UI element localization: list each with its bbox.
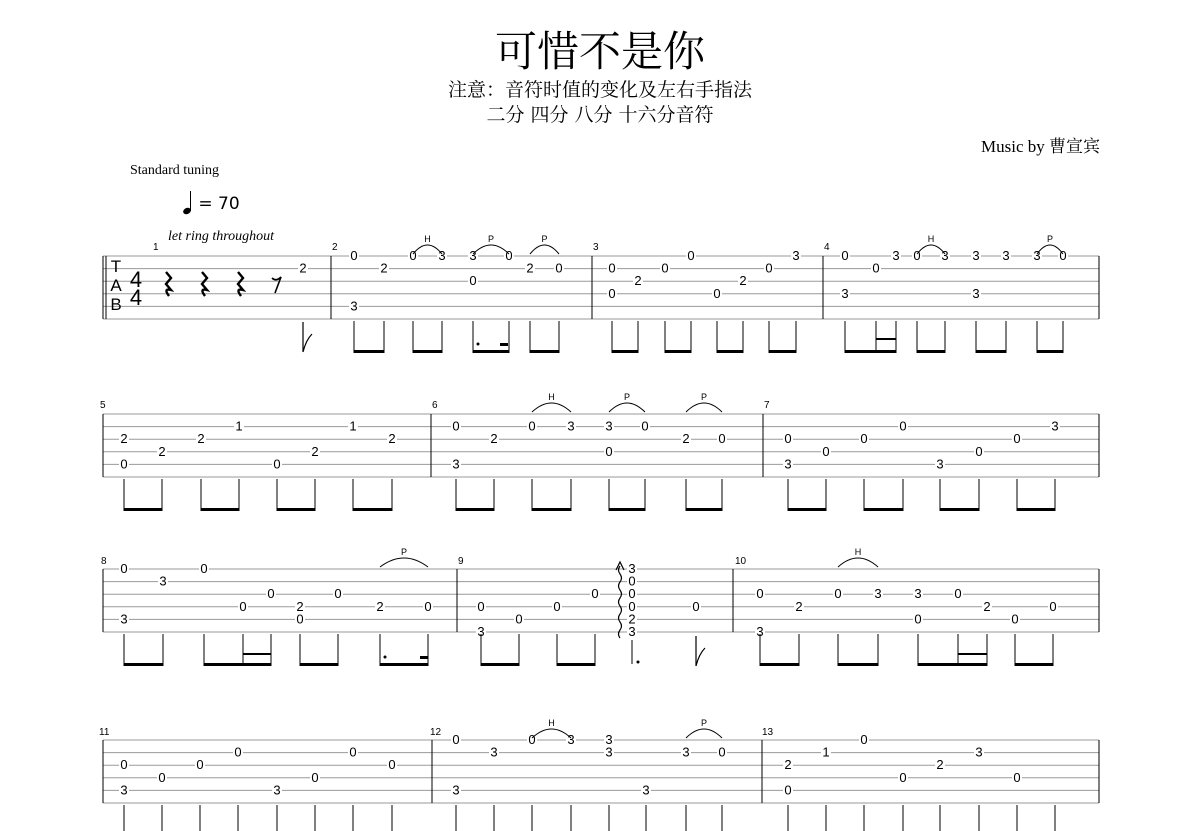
beam [530, 350, 559, 353]
fret-number: 0 [515, 611, 523, 627]
fret-number: 0 [273, 456, 281, 472]
subtitle-note-values: 二分 四分 八分 十六分音符 [486, 104, 714, 126]
dot [384, 656, 387, 659]
fret-number: 3 [941, 248, 949, 263]
beam [413, 350, 442, 353]
technique-label: P [700, 392, 708, 402]
fret-number: 0 [555, 260, 563, 276]
beam [760, 663, 799, 666]
fret-number: 3 [120, 611, 128, 627]
fret-number: 3 [477, 624, 485, 639]
beam [717, 350, 743, 353]
beam [769, 350, 796, 353]
fret-number: 0 [913, 248, 921, 263]
dot [477, 343, 480, 346]
beam [788, 508, 826, 511]
fret-number: 0 [158, 769, 166, 785]
fret-number: 2 [120, 431, 128, 447]
technique-label: P [400, 547, 408, 557]
fret-number: 3 [452, 782, 460, 798]
fret-number: 2 [388, 431, 396, 447]
measure-number: 4 [824, 242, 830, 253]
fret-number: 2 [376, 598, 384, 614]
fret-number: 0 [452, 418, 460, 434]
time-signature-bottom: 4 [129, 285, 143, 310]
fret-number: 0 [334, 586, 342, 602]
fret-number: 3 [682, 744, 690, 760]
fret-number: 3 [438, 248, 446, 263]
quarter-rest [202, 272, 207, 296]
measure-number: 9 [458, 556, 464, 567]
sixteenth-flag [420, 656, 428, 659]
fret-number: 0 [196, 757, 204, 773]
fret-number: 2 [682, 431, 690, 447]
fret-number: 0 [628, 598, 636, 614]
let-ring-direction: let ring throughout [168, 229, 275, 244]
fret-number: 0 [311, 769, 319, 785]
fret-number: 2 [784, 757, 792, 773]
fret-number: 3 [605, 744, 613, 760]
fret-number: 3 [914, 586, 922, 602]
sixteenth-beam [243, 653, 271, 655]
fret-number: 3 [642, 782, 650, 798]
tab-clef-a: A [110, 276, 122, 295]
technique-label: P [1046, 234, 1054, 244]
slur-arc [609, 403, 645, 412]
beam [481, 663, 519, 666]
fret-number: 0 [860, 431, 868, 447]
fret-number: 0 [553, 598, 561, 614]
beam [940, 508, 979, 511]
fret-number: 3 [972, 248, 980, 263]
measure-number: 11 [99, 727, 110, 738]
fret-number: 2 [739, 273, 747, 289]
beam [124, 508, 162, 511]
tab-clef-b: B [110, 295, 122, 314]
beam [864, 508, 903, 511]
sixteenth-beam [876, 338, 896, 340]
fret-number: 0 [1011, 611, 1019, 627]
slur-arc [532, 403, 571, 412]
fret-number: 0 [477, 598, 485, 614]
fret-number: 0 [822, 443, 830, 459]
fret-number: 0 [591, 586, 599, 602]
technique-label: P [700, 718, 708, 728]
fret-number: 3 [874, 586, 882, 602]
arpeggio-icon [619, 566, 622, 638]
fret-number: 0 [1059, 248, 1067, 263]
beam [1015, 663, 1053, 666]
fret-number: 2 [380, 260, 388, 276]
measure-number: 3 [593, 242, 599, 253]
technique-label: H [548, 392, 555, 402]
single-eighth-flag [696, 636, 705, 666]
fret-number: 3 [972, 285, 980, 301]
fret-number: 0 [267, 586, 275, 602]
fret-number: 0 [608, 285, 616, 301]
fret-number: 0 [834, 586, 842, 602]
dot [637, 661, 640, 664]
sixteenth-flag [500, 343, 508, 346]
beam [380, 663, 428, 666]
fret-number: 3 [1002, 248, 1010, 263]
beam [353, 508, 392, 511]
fret-number: 1 [349, 418, 357, 434]
beam [845, 350, 896, 353]
fret-number: 0 [605, 443, 613, 459]
quarter-rest [166, 272, 171, 296]
beam [838, 663, 878, 666]
fret-number: 3 [1051, 418, 1059, 434]
beam [532, 508, 571, 511]
beam [300, 663, 338, 666]
fret-number: 0 [452, 732, 460, 747]
tuning-label: Standard tuning [130, 163, 220, 178]
technique-label: H [927, 234, 935, 244]
beam [204, 663, 271, 666]
slur-arc [686, 403, 722, 412]
fret-number: 0 [718, 744, 726, 760]
fret-number: 0 [954, 586, 962, 602]
fret-number: 0 [899, 418, 907, 434]
measure-number: 13 [762, 727, 774, 738]
beam [976, 350, 1006, 353]
fret-number: 0 [841, 248, 849, 263]
fret-number: 0 [713, 285, 721, 301]
fret-number: 0 [528, 418, 536, 434]
quarter-rest [238, 272, 243, 296]
slur-arc [530, 245, 559, 254]
slur-arc [380, 558, 428, 567]
beam [1037, 350, 1063, 353]
fret-number: 3 [975, 744, 983, 760]
fret-number: 0 [899, 769, 907, 785]
fret-number: 2 [158, 443, 166, 459]
composer-credit: Music by 曹宣宾 [981, 137, 1100, 156]
fret-number: 3 [756, 624, 764, 639]
fret-number: 3 [452, 456, 460, 472]
measure-number: 12 [430, 727, 442, 738]
fret-number: 0 [424, 598, 432, 614]
fret-number: 3 [567, 418, 575, 434]
fret-number: 1 [822, 744, 830, 760]
fret-number: 0 [765, 260, 773, 276]
fret-number: 0 [1013, 431, 1021, 447]
fret-number: 0 [350, 248, 358, 263]
fret-number: 0 [975, 443, 983, 459]
subtitle-note: 注意：音符时值的变化及左右手指法 [447, 79, 752, 101]
sixteenth-beam [958, 653, 987, 655]
measure-number: 10 [735, 556, 747, 567]
beam [686, 508, 722, 511]
fret-number: 3 [273, 782, 281, 798]
technique-label: P [541, 234, 548, 244]
technique-label: P [487, 234, 495, 244]
fret-number: 0 [349, 744, 357, 760]
fret-number: 0 [120, 456, 128, 472]
fret-number: 0 [661, 260, 669, 276]
fret-number: 3 [628, 624, 636, 639]
measure-number: 5 [100, 400, 106, 411]
fret-number: 0 [120, 561, 128, 576]
fret-number: 0 [628, 586, 636, 602]
technique-label: P [623, 392, 631, 402]
fret-number: 0 [784, 431, 792, 447]
beam [473, 350, 509, 353]
beam [277, 508, 315, 511]
fret-number: 0 [872, 260, 880, 276]
fret-number: 3 [936, 456, 944, 472]
fret-number: 3 [1033, 248, 1041, 263]
beam [609, 508, 645, 511]
fret-number: 3 [350, 298, 358, 314]
beam [1017, 508, 1055, 511]
fret-number: 0 [687, 248, 695, 263]
fret-number: 3 [605, 732, 613, 747]
technique-label: H [548, 718, 555, 728]
fret-number: 3 [469, 248, 477, 263]
beam [201, 508, 239, 511]
fret-number: 2 [634, 273, 642, 289]
fret-number: 0 [409, 248, 417, 263]
fret-number: 0 [784, 782, 792, 798]
fret-number: 2 [628, 611, 636, 627]
fret-number: 3 [120, 782, 128, 798]
fret-number: 0 [628, 573, 636, 589]
fret-number: 0 [200, 561, 208, 576]
tempo-value: = 70 [198, 194, 240, 214]
fret-number: 0 [296, 611, 304, 627]
eighth-rest [272, 277, 281, 293]
fret-number: 2 [983, 598, 991, 614]
technique-label: H [854, 547, 862, 557]
fret-number: 3 [892, 248, 900, 263]
fret-number: 3 [605, 418, 613, 434]
fret-number: 0 [388, 757, 396, 773]
slur-arc [532, 729, 571, 738]
fret-number: 2 [197, 431, 205, 447]
fret-number: 0 [239, 598, 247, 614]
fret-number: 0 [641, 418, 649, 434]
beam [612, 350, 638, 353]
fret-number: 0 [718, 431, 726, 447]
fret-number: 2 [490, 431, 498, 447]
time-signature-top: 4 [129, 267, 143, 292]
beam [665, 350, 691, 353]
fret-number: 3 [567, 732, 575, 747]
fret-number: 3 [784, 456, 792, 472]
fret-number: 0 [528, 732, 536, 747]
fret-number: 0 [1013, 769, 1021, 785]
fret-number: 0 [608, 260, 616, 276]
fret-number: 0 [756, 586, 764, 602]
beam [917, 350, 945, 353]
fret-number: 1 [235, 418, 243, 434]
beam [918, 663, 987, 666]
beam [124, 663, 163, 666]
fret-number: 0 [469, 273, 477, 289]
fret-number: 0 [860, 732, 868, 747]
slur-arc [473, 245, 509, 254]
fret-number: 0 [692, 598, 700, 614]
fret-number: 3 [159, 573, 167, 589]
fret-number: 0 [914, 611, 922, 627]
beam [354, 350, 384, 353]
fret-number: 2 [936, 757, 944, 773]
measure-number: 7 [764, 400, 770, 411]
beam [557, 663, 595, 666]
measure-number: 2 [332, 242, 338, 253]
fret-number: 3 [628, 561, 636, 576]
technique-label: H [424, 234, 431, 244]
fret-number: 3 [490, 744, 498, 760]
measure-number: 6 [432, 400, 438, 411]
fret-number: 0 [120, 757, 128, 773]
fret-number: 2 [299, 260, 307, 276]
fret-number: 2 [311, 443, 319, 459]
fret-number: 2 [296, 598, 304, 614]
tab-clef-t: T [110, 257, 122, 276]
slur-arc [838, 558, 878, 567]
measure-number: 1 [153, 242, 159, 253]
slur-arc [686, 729, 722, 738]
fret-number: 2 [526, 260, 534, 276]
song-title: 可惜不是你 [494, 27, 705, 76]
fret-number: 3 [792, 248, 800, 263]
measure-number: 8 [101, 556, 107, 567]
fret-number: 3 [841, 285, 849, 301]
fret-number: 0 [1049, 598, 1057, 614]
fret-number: 0 [234, 744, 242, 760]
fret-number: 2 [795, 598, 803, 614]
beam [456, 508, 494, 511]
single-eighth-flag [303, 322, 312, 352]
fret-number: 0 [505, 248, 513, 263]
